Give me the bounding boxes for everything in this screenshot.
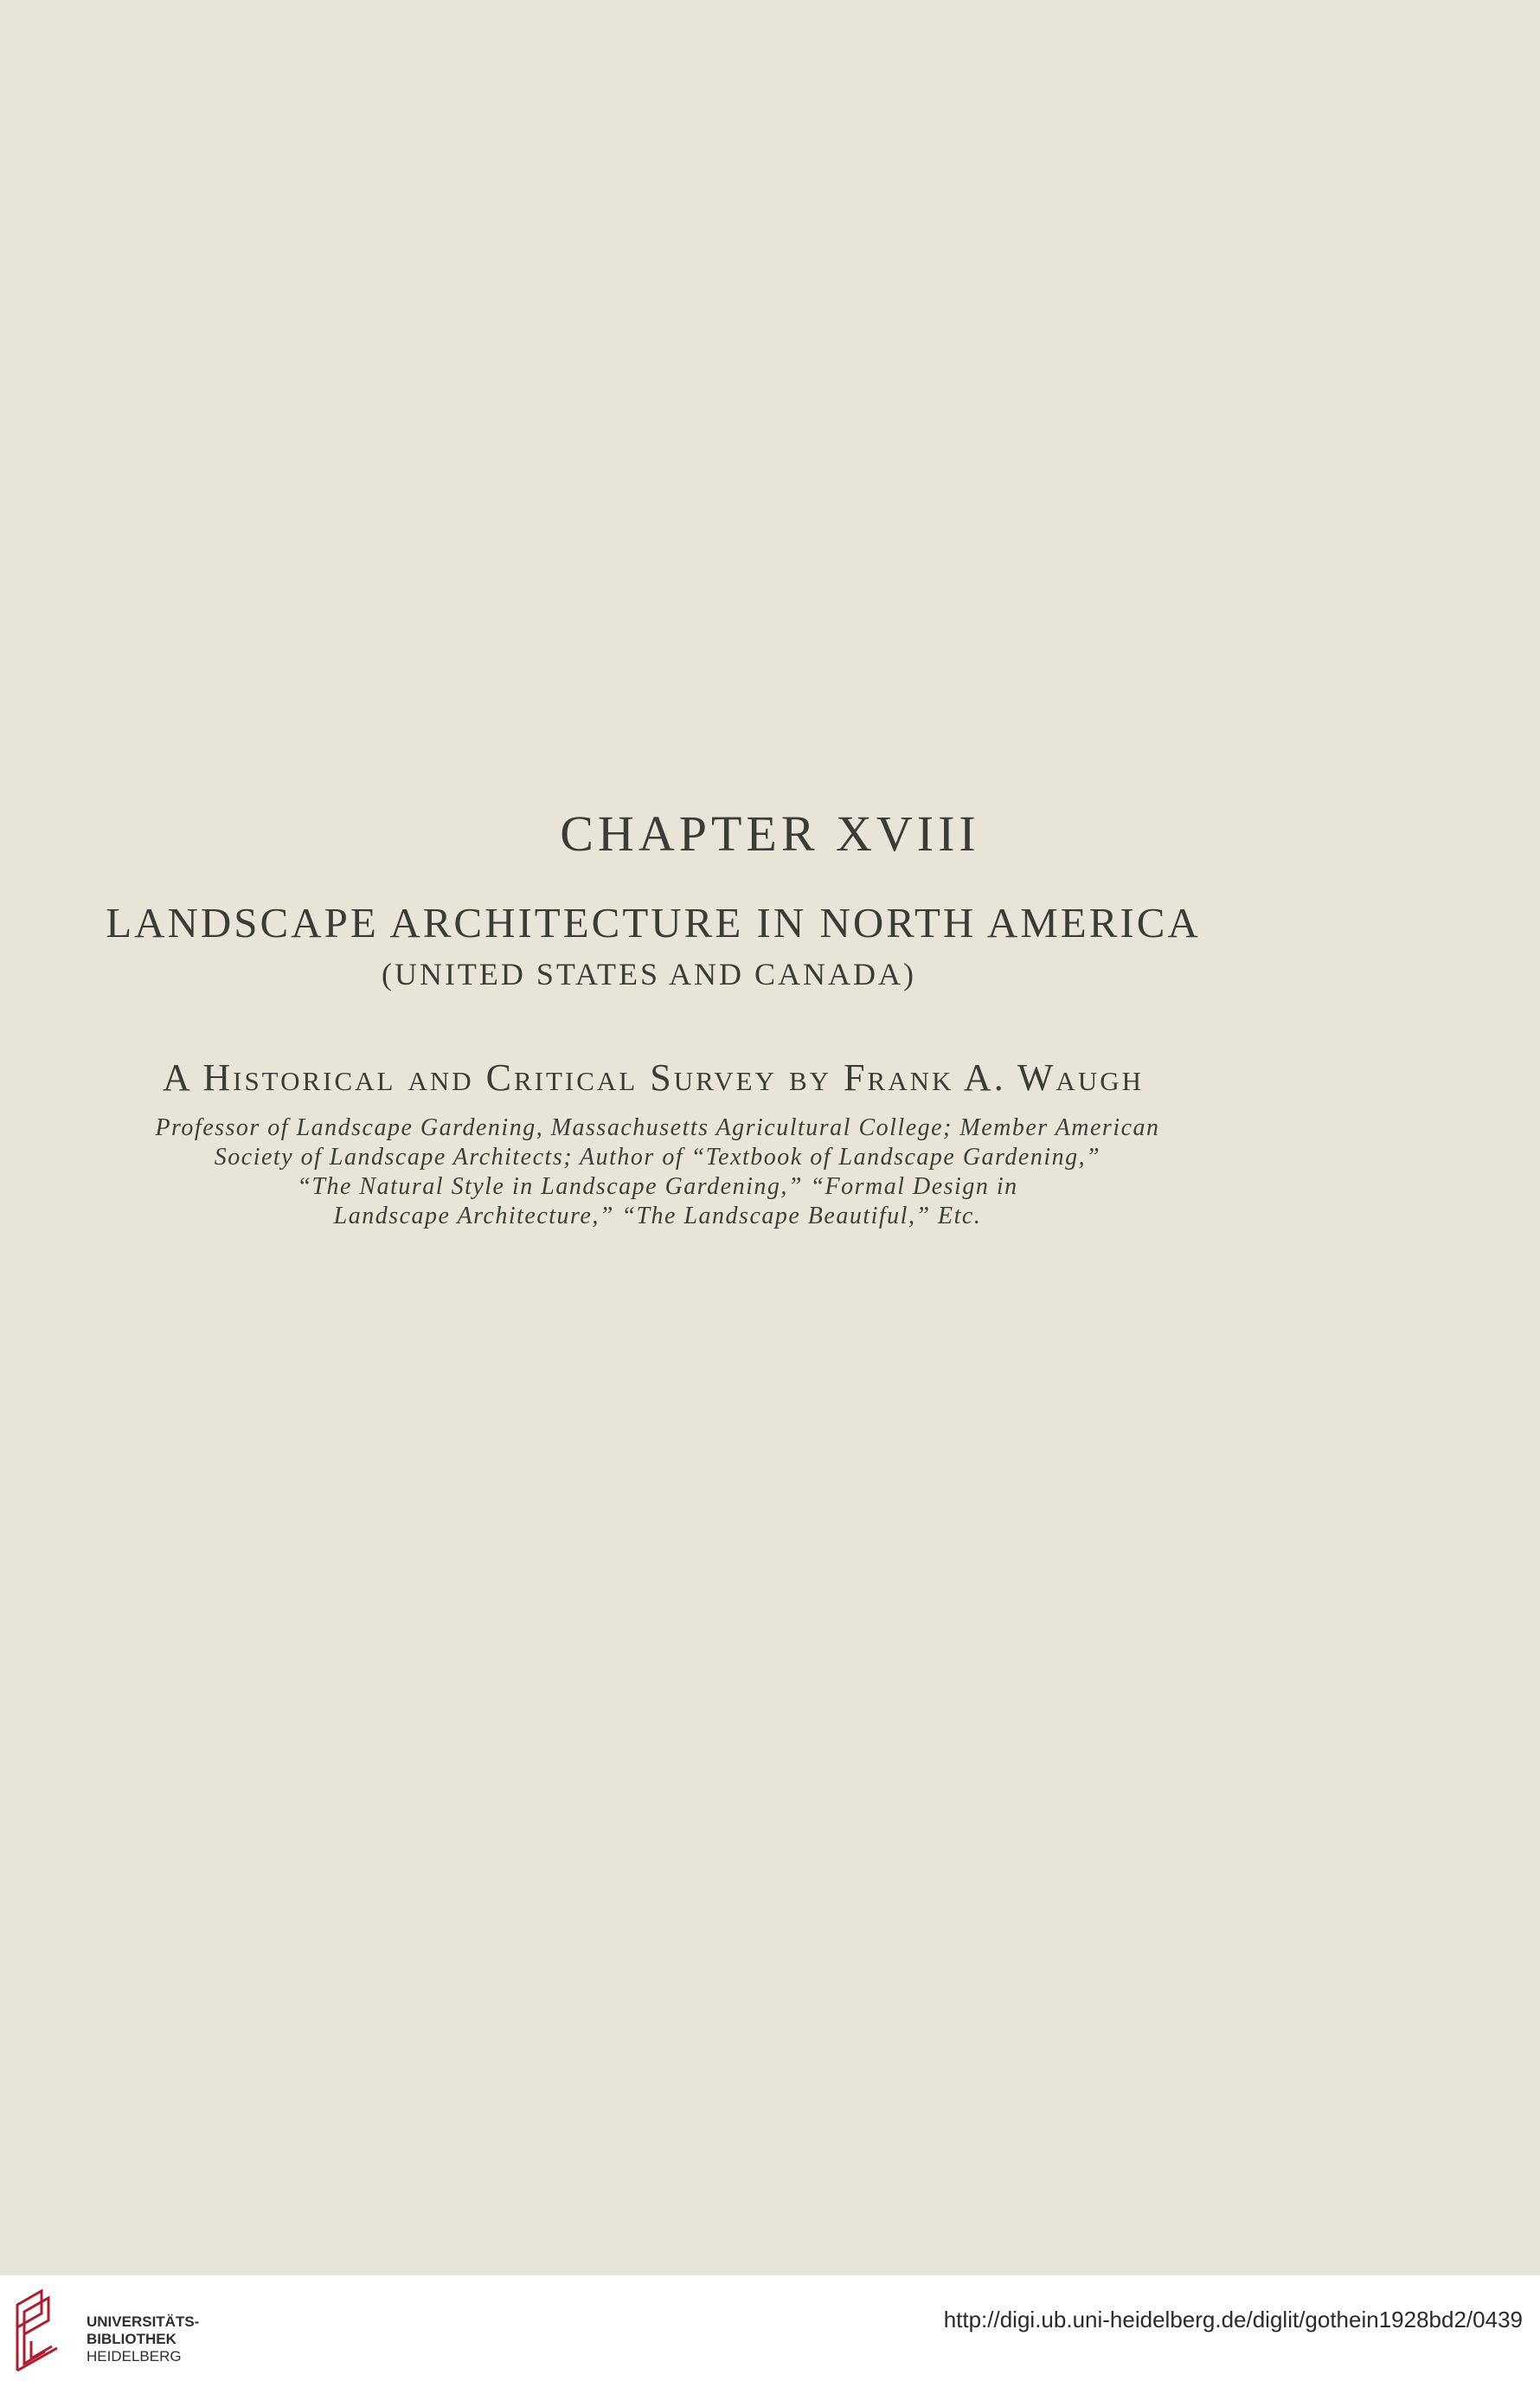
- library-name-line3: HEIDELBERG: [87, 2348, 182, 2365]
- survey-heading: A Historical and Critical Survey by Frank A. Waugh: [163, 1056, 1144, 1099]
- credentials-line: Professor of Landscape Gardening, Massachusetts Agricultural College; Member American: [155, 1114, 1160, 1141]
- library-logo-icon: [12, 2288, 78, 2374]
- author-credentials: [22, 1113, 1293, 1231]
- library-name-line2: BIBLIOTHEK: [87, 2331, 176, 2347]
- credentials-line: “The Natural Style in Landscape Gardening,” “Formal Design in: [297, 1173, 1018, 1200]
- source-url-link[interactable]: http://digi.ub.uni-heidelberg.de/diglit/gothein1928bd2/0439: [943, 2307, 1523, 2332]
- chapter-title: CHAPTER XVIII: [560, 805, 980, 862]
- credentials-line: Landscape Architecture,” “The Landscape Beautiful,” Etc.: [333, 1203, 982, 1229]
- chapter-subtitle-parenthetical: (UNITED STATES AND CANADA): [381, 957, 917, 991]
- library-name-line1: UNIVERSITÄTS-: [87, 2313, 200, 2330]
- library-name: [87, 2313, 199, 2365]
- footer-bar: [0, 2275, 1540, 2387]
- chapter-subtitle: LANDSCAPE ARCHITECTURE IN NORTH AMERICA: [106, 899, 1201, 946]
- credentials-line: Society of Landscape Architects; Author of “Textbook of Landscape Gardening,”: [214, 1144, 1101, 1171]
